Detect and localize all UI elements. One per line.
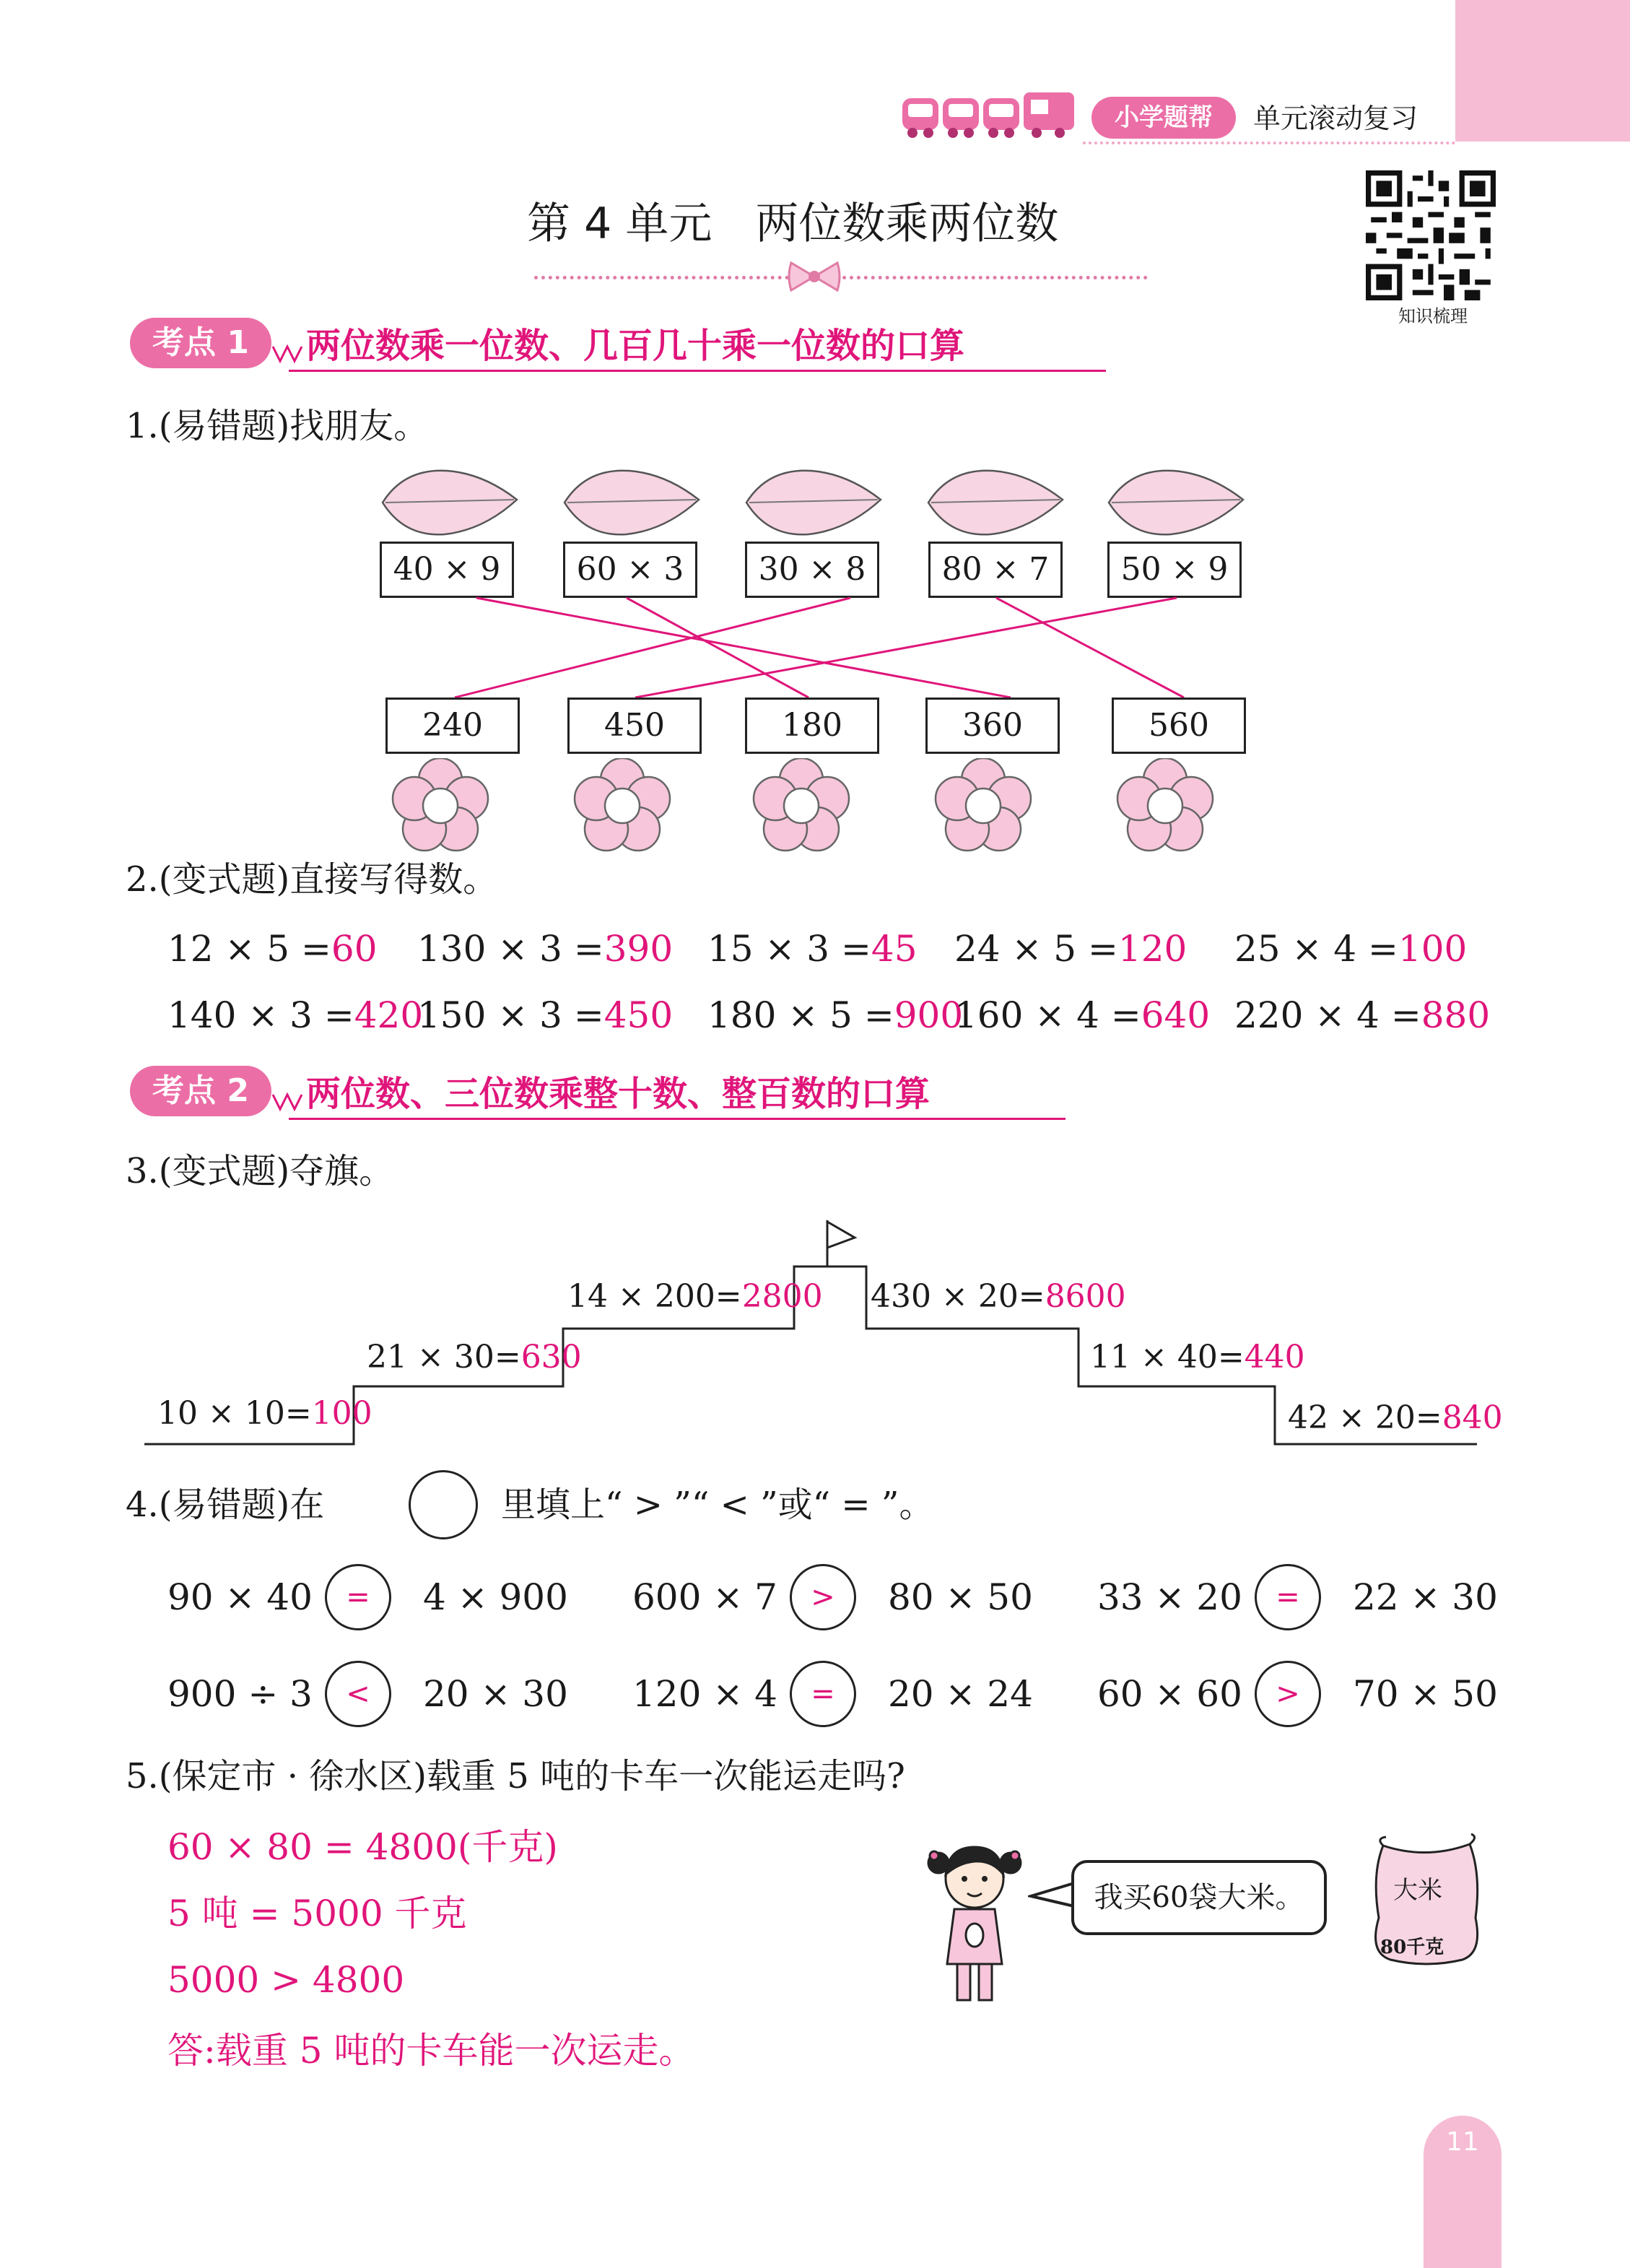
answer-line: 5000 > 4800 bbox=[167, 1959, 405, 2001]
speech-bubble: 我买60袋大米。 bbox=[1071, 1860, 1327, 1935]
cmp-right: 22 × 30 bbox=[1353, 1576, 1498, 1618]
cmp-right: 70 × 50 bbox=[1353, 1673, 1498, 1715]
calc-item: 160 × 4 =640 bbox=[954, 994, 1211, 1036]
cmp-circle[interactable]: = bbox=[790, 1661, 856, 1727]
cmp-circle[interactable]: < bbox=[325, 1661, 391, 1727]
cmp-circle[interactable]: > bbox=[790, 1564, 856, 1630]
calc-item: 25 × 4 =100 bbox=[1234, 928, 1468, 970]
flowers-row bbox=[390, 758, 1256, 859]
step-3: 14 × 200=2800 bbox=[567, 1278, 823, 1315]
cmp-left: 60 × 60 bbox=[1097, 1673, 1242, 1715]
cmp-left: 600 × 7 bbox=[632, 1576, 777, 1618]
cmp-circle[interactable]: = bbox=[1255, 1564, 1321, 1630]
calc-item: 130 × 3 =390 bbox=[417, 928, 674, 970]
cmp-right: 4 × 900 bbox=[423, 1576, 568, 1618]
top-box: 60 × 3 bbox=[563, 542, 697, 598]
flower-icon bbox=[393, 758, 488, 851]
bottom-box: 180 bbox=[745, 698, 879, 754]
calc-item: 180 × 5 =900 bbox=[707, 994, 964, 1036]
cmp-right: 80 × 50 bbox=[888, 1576, 1033, 1618]
calc-item: 15 × 3 =45 bbox=[707, 928, 918, 970]
cmp-left: 900 ÷ 3 bbox=[167, 1673, 313, 1715]
calc-item: 12 × 5 =60 bbox=[167, 928, 378, 970]
top-box: 40 × 9 bbox=[380, 542, 514, 598]
flower-icon bbox=[754, 758, 849, 851]
cmp-right: 20 × 30 bbox=[423, 1673, 568, 1715]
flower-icon bbox=[1117, 758, 1213, 851]
q4-prompt-a: 4.(易错题)在 bbox=[126, 1485, 325, 1525]
step-6: 42 × 20=840 bbox=[1288, 1399, 1503, 1436]
section-title-2: 两位数、三位数乘整十数、整百数的口算 bbox=[306, 1074, 931, 1114]
bottom-box: 360 bbox=[925, 698, 1060, 754]
answer-line: 5 吨 = 5000 千克 bbox=[167, 1893, 467, 1934]
section-title-1: 两位数乘一位数、几百几十乘一位数的口算 bbox=[306, 326, 965, 366]
cmp-left: 33 × 20 bbox=[1097, 1576, 1242, 1618]
calc-item: 150 × 3 =450 bbox=[417, 994, 674, 1036]
section-underline-2 bbox=[289, 1118, 1065, 1120]
blank-circle-icon bbox=[409, 1470, 478, 1539]
zigzag-icon bbox=[271, 1087, 308, 1116]
qr-caption: 知识梳理 bbox=[1398, 306, 1468, 326]
step-4: 430 × 20=8600 bbox=[871, 1278, 1126, 1315]
flower-icon bbox=[575, 758, 670, 851]
section-badge-1: 考点 1 bbox=[130, 318, 271, 368]
calc-item: 220 × 4 =880 bbox=[1234, 994, 1491, 1036]
top-box: 30 × 8 bbox=[745, 542, 879, 598]
brand-badge: 小学题帮 bbox=[1091, 97, 1236, 139]
match-line bbox=[476, 598, 1011, 698]
calc-item: 24 × 5 =120 bbox=[954, 928, 1187, 970]
flower-icon bbox=[936, 758, 1031, 851]
cmp-left: 90 × 40 bbox=[167, 1576, 313, 1618]
q2-prompt: 2.(变式题)直接写得数。 bbox=[126, 859, 498, 900]
step-2: 21 × 30=630 bbox=[367, 1339, 582, 1376]
answer-line: 60 × 80 = 4800(千克) bbox=[167, 1826, 558, 1868]
page-title: 第 4 单元 两位数乘两位数 bbox=[527, 199, 1059, 249]
bottom-box: 240 bbox=[385, 698, 520, 754]
bottom-box: 450 bbox=[567, 698, 702, 754]
matching-lines bbox=[0, 0, 1630, 794]
top-box: 50 × 9 bbox=[1107, 542, 1242, 598]
girl-illustration bbox=[917, 1834, 1032, 2015]
q1-prompt: 1.(易错题)找朋友。 bbox=[126, 406, 429, 446]
series-title: 单元滚动复习 bbox=[1253, 103, 1418, 134]
q3-prompt: 3.(变式题)夺旗。 bbox=[126, 1151, 394, 1191]
cmp-circle[interactable]: = bbox=[325, 1564, 391, 1630]
answer-line: 答:载重 5 吨的卡车能一次运走。 bbox=[167, 2030, 695, 2072]
step-5: 11 × 40=440 bbox=[1090, 1339, 1305, 1376]
page-number: 11 bbox=[1446, 2127, 1479, 2157]
bag-label: 大米 bbox=[1393, 1876, 1442, 1905]
q4-prompt-b: 里填上“ > ”“ < ”或“ = ”。 bbox=[501, 1485, 934, 1525]
cmp-left: 120 × 4 bbox=[632, 1673, 777, 1715]
section-badge-2: 考点 2 bbox=[130, 1066, 271, 1116]
step-1: 10 × 10=100 bbox=[157, 1395, 372, 1432]
cmp-right: 20 × 24 bbox=[888, 1673, 1033, 1715]
q5-prompt: 5.(保定市 · 徐水区)载重 5 吨的卡车一次能运走吗? bbox=[126, 1756, 905, 1796]
bag-weight: 80千克 bbox=[1380, 1937, 1444, 1958]
bottom-box: 560 bbox=[1112, 698, 1246, 754]
top-box: 80 × 7 bbox=[928, 542, 1063, 598]
flag-icon bbox=[827, 1222, 855, 1248]
cmp-circle[interactable]: > bbox=[1255, 1661, 1321, 1727]
calc-item: 140 × 3 =420 bbox=[167, 994, 424, 1036]
